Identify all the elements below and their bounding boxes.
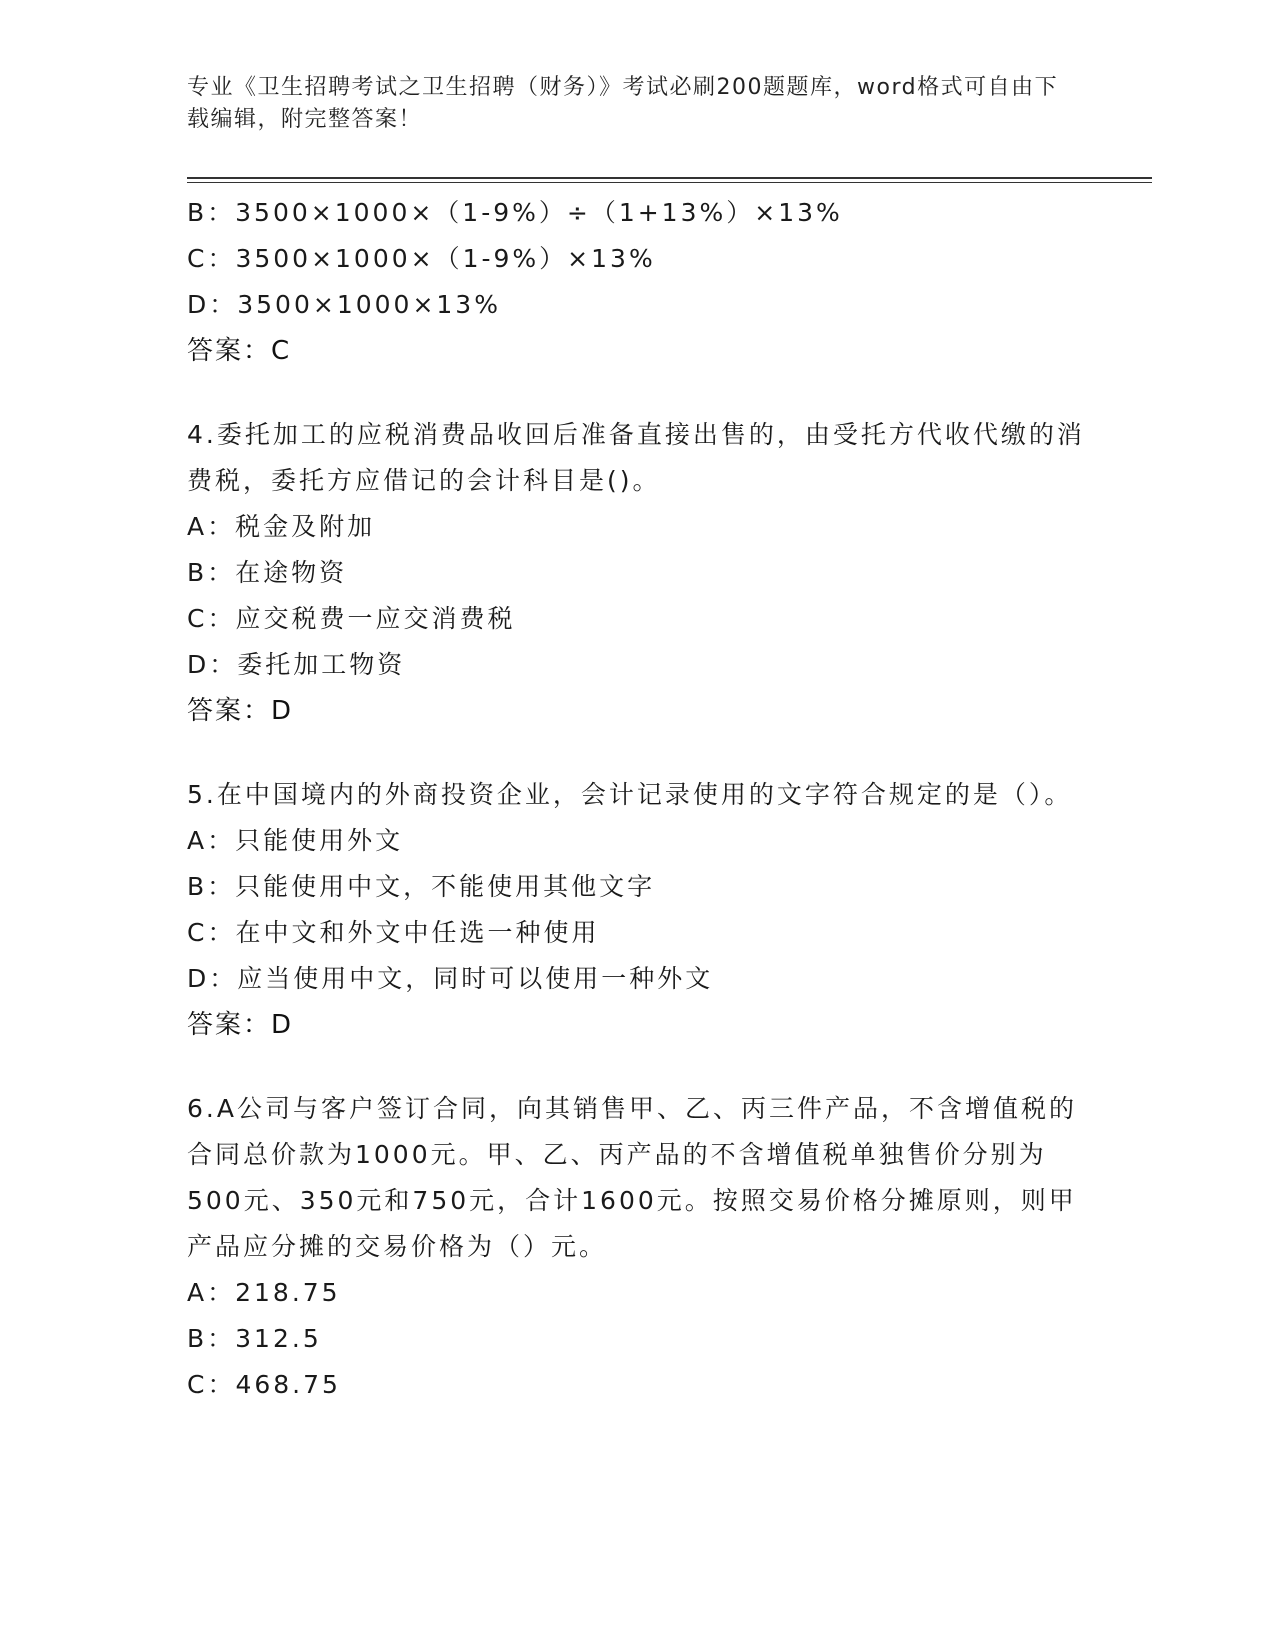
question-6 bbox=[187, 1086, 1087, 1408]
option-c: C：468.75 bbox=[187, 1370, 341, 1399]
header-divider-thin bbox=[187, 182, 1152, 183]
question-stem: 5.在中国境内的外商投资企业，会计记录使用的文字符合规定的是（）。 bbox=[187, 780, 1073, 809]
answer: 答案：C bbox=[187, 336, 292, 366]
document-header bbox=[187, 72, 1067, 136]
option-a: A：218.75 bbox=[187, 1278, 341, 1307]
header-divider bbox=[187, 177, 1152, 179]
question-4 bbox=[187, 412, 1087, 734]
answer: 答案：D bbox=[187, 1010, 294, 1040]
question-3-tail bbox=[187, 190, 1087, 374]
option-a: A：税金及附加 bbox=[187, 512, 376, 541]
question-stem: 4.委托加工的应税消费品收回后准备直接出售的，由受托方代收代缴的消费税，委托方应借记的会计科目是()。 bbox=[187, 420, 1085, 495]
option-c: C：在中文和外文中任选一种使用 bbox=[187, 918, 600, 947]
option-b: B：3500×1000×（1-9%）÷（1+13%）×13% bbox=[187, 198, 843, 227]
question-stem: 6.A公司与客户签订合同，向其销售甲、乙、丙三件产品，不含增值税的合同总价款为1000元。甲、乙、丙产品的不含增值税单独售价分别为500元、350元和750元，合计1600元。按照交易价格分摊原则，则甲产品应分摊的交易价格为（）元。 bbox=[187, 1094, 1077, 1261]
option-a: A：只能使用外文 bbox=[187, 826, 404, 855]
option-b: B：312.5 bbox=[187, 1324, 322, 1353]
header-title: 专业《卫生招聘考试之卫生招聘（财务）》考试必刷200题题库，word格式可自由下载编辑，附完整答案！ bbox=[187, 75, 1059, 132]
answer: 答案：D bbox=[187, 696, 294, 726]
document-body bbox=[187, 190, 1087, 1408]
option-c: C：应交税费一应交消费税 bbox=[187, 604, 516, 633]
option-b: B：在途物资 bbox=[187, 558, 348, 587]
option-b: B：只能使用中文，不能使用其他文字 bbox=[187, 872, 656, 901]
option-d: D：应当使用中文，同时可以使用一种外文 bbox=[187, 964, 714, 993]
option-d: D：委托加工物资 bbox=[187, 650, 406, 679]
question-5 bbox=[187, 772, 1087, 1048]
option-c: C：3500×1000×（1-9%）×13% bbox=[187, 244, 656, 273]
option-d: D：3500×1000×13% bbox=[187, 290, 501, 319]
